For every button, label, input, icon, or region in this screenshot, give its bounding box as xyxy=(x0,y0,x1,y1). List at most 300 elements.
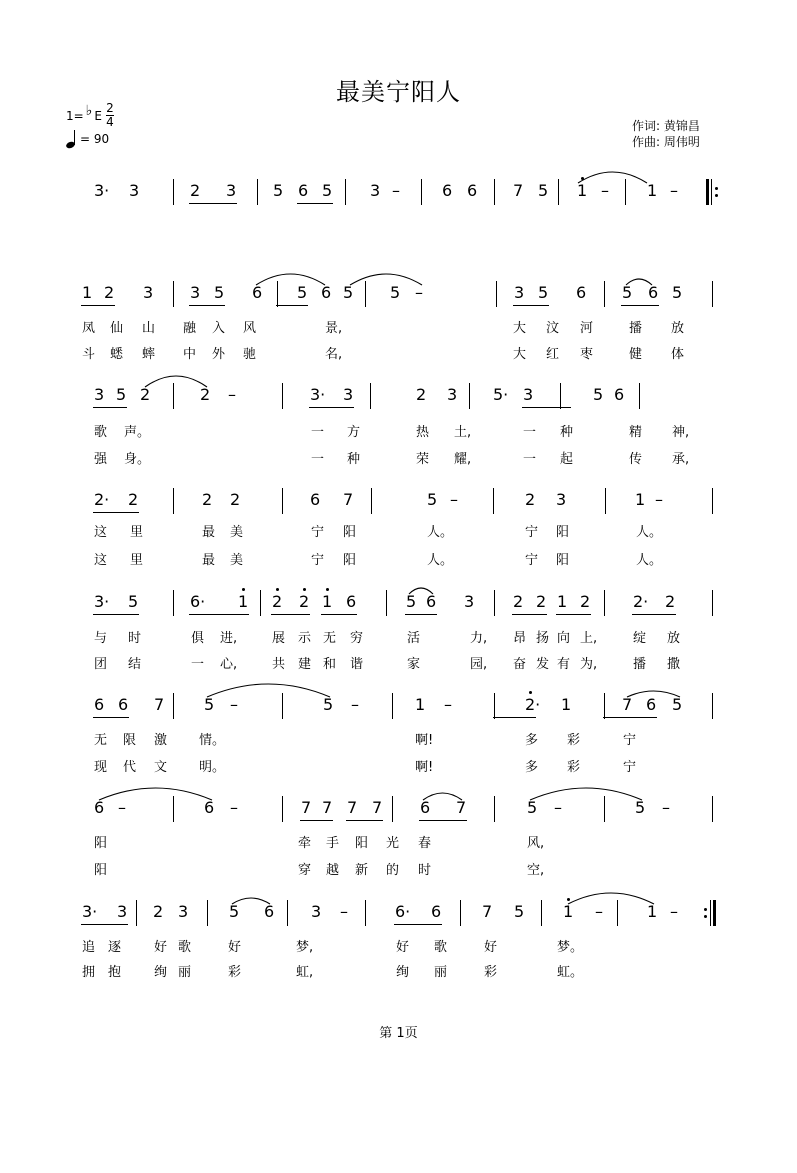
note-digit: 6 xyxy=(310,490,321,509)
barline xyxy=(493,488,494,514)
barline xyxy=(173,281,174,307)
lyric-syllable: 种 xyxy=(560,425,574,440)
lyric-syllable: 梦, xyxy=(296,940,314,955)
lyric-syllable: 情。 xyxy=(199,733,226,748)
song-title: 最美宁阳人 xyxy=(336,78,461,106)
note-digit: 6 xyxy=(426,592,437,611)
lyric-syllable: 活 xyxy=(407,631,421,646)
lyric-syllable: 美 xyxy=(230,553,244,568)
barline xyxy=(604,281,605,307)
note-digit: 5 xyxy=(273,181,284,200)
note-digit: 2 xyxy=(416,385,427,404)
lyric-syllable: 彩 xyxy=(228,965,242,980)
note-digit: 3 xyxy=(523,385,534,404)
note-digit: 3 xyxy=(556,490,567,509)
beam-underline xyxy=(81,924,128,925)
barline xyxy=(494,693,495,719)
lyric-syllable: 结 xyxy=(128,657,142,672)
note-digit: 2 xyxy=(190,181,201,200)
note-digit: 1 xyxy=(557,592,568,611)
barline xyxy=(494,796,495,822)
lyric-syllable: 宁 xyxy=(525,553,539,568)
lyric-syllable: 的 xyxy=(386,863,400,878)
lyric-line-2 xyxy=(0,965,797,983)
barline xyxy=(282,383,283,409)
note-digit: 3 xyxy=(129,181,140,200)
lyric-syllable: 向 xyxy=(557,631,571,646)
barline xyxy=(541,900,542,926)
lyric-syllable: 精 xyxy=(629,425,643,440)
note-digit: 2· xyxy=(94,490,110,509)
note-digit: 5 xyxy=(514,902,525,921)
lyric-syllable: 发 xyxy=(536,657,550,672)
lyric-syllable: 力, xyxy=(470,631,488,646)
beam-underline xyxy=(556,614,591,615)
lyric-syllable: 风, xyxy=(527,836,545,851)
lyric-syllable: 一 xyxy=(523,452,537,467)
note-digit: 7 xyxy=(154,695,165,714)
key-prefix: 1= xyxy=(66,108,84,123)
lyric-syllable: 有 xyxy=(557,657,571,672)
barline xyxy=(282,693,283,719)
notation-row xyxy=(0,902,797,926)
lyric-syllable: 丽 xyxy=(178,965,192,980)
dash-extension: – xyxy=(118,798,126,817)
lyric-syllable: 为, xyxy=(580,657,598,672)
barline xyxy=(639,383,640,409)
lyric-syllable: 绚 xyxy=(154,965,168,980)
tempo-value: = 90 xyxy=(80,132,110,146)
beam-underline xyxy=(321,614,357,615)
note-digit: 3· xyxy=(94,592,110,611)
note-digit: 1 xyxy=(238,592,249,611)
lyric-syllable: 示 xyxy=(298,631,312,646)
lyric-line-2 xyxy=(0,760,797,778)
note-digit: 5 xyxy=(635,798,646,817)
note-digit: 2 xyxy=(200,385,211,404)
notation-row xyxy=(0,490,797,514)
lyric-syllable: 阳 xyxy=(556,525,570,540)
beam-underline xyxy=(93,512,139,513)
lyric-syllable: 进, xyxy=(220,631,238,646)
lyric-syllable: 身。 xyxy=(124,452,151,467)
credits xyxy=(632,118,700,150)
lyric-syllable: 播 xyxy=(629,321,643,336)
lyric-syllable: 荣 xyxy=(416,452,430,467)
beam-underline xyxy=(189,203,237,204)
barline xyxy=(260,590,261,616)
note-digit: 6 xyxy=(118,695,129,714)
barline xyxy=(173,693,174,719)
lyric-syllable: 限 xyxy=(123,733,137,748)
lyric-syllable: 人。 xyxy=(636,525,663,540)
lyric-syllable: 大 xyxy=(513,347,527,362)
lyric-syllable: 无 xyxy=(94,733,108,748)
note-digit: 5 xyxy=(323,695,334,714)
lyric-line-2 xyxy=(0,553,797,571)
lyric-syllable: 传 xyxy=(629,452,643,467)
quarter-note-icon xyxy=(66,130,76,148)
flat-icon: ♭ xyxy=(85,102,93,119)
lyric-syllable: 穷 xyxy=(350,631,364,646)
note-digit: 6 xyxy=(298,181,309,200)
lyric-syllable: 放 xyxy=(667,631,681,646)
note-digit: 3 xyxy=(311,902,322,921)
barline xyxy=(173,179,174,205)
lyric-syllable: 绚 xyxy=(396,965,410,980)
lyric-syllable: 放 xyxy=(671,321,685,336)
note-digit: 2· xyxy=(525,695,541,714)
note-digit: 5 xyxy=(538,181,549,200)
dash-extension: – xyxy=(662,798,670,817)
note-digit: 1 xyxy=(415,695,426,714)
barline xyxy=(712,281,713,307)
beam-underline xyxy=(513,305,549,306)
repeat-dots xyxy=(715,183,719,201)
octave-dot xyxy=(276,588,279,591)
lyric-syllable: 越 xyxy=(326,863,340,878)
note-digit: 6 xyxy=(576,283,587,302)
lyric-syllable: 绽 xyxy=(633,631,647,646)
lyric-syllable: 歌 xyxy=(434,940,448,955)
key-signature xyxy=(66,103,114,128)
note-digit: 3 xyxy=(514,283,525,302)
dash-extension: – xyxy=(595,902,603,921)
lyric-syllable: 里 xyxy=(130,553,144,568)
barline xyxy=(257,179,258,205)
note-digit: 2 xyxy=(513,592,524,611)
note-digit: 3 xyxy=(370,181,381,200)
note-digit: 7 xyxy=(372,798,383,817)
lyric-syllable: 彩 xyxy=(484,965,498,980)
lyric-syllable: 多 xyxy=(525,733,539,748)
note-digit: 5 xyxy=(116,385,127,404)
lyric-syllable: 明。 xyxy=(199,760,226,775)
lyric-syllable: 现 xyxy=(94,760,108,775)
lyric-syllable: 好 xyxy=(228,940,242,955)
octave-dot xyxy=(242,588,245,591)
beam-underline xyxy=(300,820,333,821)
lyric-syllable: 奋 xyxy=(513,657,527,672)
note-digit: 3 xyxy=(178,902,189,921)
lyric-line-2 xyxy=(0,347,797,365)
lyric-syllable: 神, xyxy=(672,425,690,440)
dash-extension: – xyxy=(230,695,238,714)
lyric-line-2 xyxy=(0,863,797,881)
barline xyxy=(365,281,366,307)
lyric-syllable: 共 xyxy=(272,657,286,672)
lyric-syllable: 起 xyxy=(560,452,574,467)
lyric-line-1 xyxy=(0,525,797,543)
note-digit: 2 xyxy=(153,902,164,921)
dash-extension: – xyxy=(415,283,423,302)
note-digit: 6· xyxy=(190,592,206,611)
note-digit: 3 xyxy=(464,592,475,611)
lyric-syllable: 好 xyxy=(484,940,498,955)
lyric-syllable: 春 xyxy=(418,836,432,851)
note-digit: 6 xyxy=(646,695,657,714)
note-digit: 3 xyxy=(343,385,354,404)
composer-credit: 作曲: 周伟明 xyxy=(632,135,700,149)
lyric-syllable: 一 xyxy=(311,425,325,440)
lyric-syllable: 耀, xyxy=(454,452,472,467)
lyric-syllable: 最 xyxy=(202,525,216,540)
barline xyxy=(173,590,174,616)
lyric-syllable: 上, xyxy=(580,631,598,646)
beam-underline xyxy=(346,820,383,821)
note-digit: 5 xyxy=(406,592,417,611)
note-digit: 7 xyxy=(622,695,633,714)
lyric-syllable: 斗 xyxy=(82,347,96,362)
beam-underline xyxy=(512,614,547,615)
lyric-syllable: 与 xyxy=(94,631,108,646)
lyric-syllable: 彩 xyxy=(567,760,581,775)
note-digit: 6 xyxy=(420,798,431,817)
lyric-syllable: 方 xyxy=(347,425,361,440)
barline xyxy=(605,488,606,514)
note-digit: 5 xyxy=(343,283,354,302)
note-digit: 3 xyxy=(190,283,201,302)
dash-extension: – xyxy=(340,902,348,921)
lyric-syllable: 山 xyxy=(142,321,156,336)
beam-underline xyxy=(632,614,676,615)
lyric-syllable: 仙 xyxy=(110,321,124,336)
note-digit: 2 xyxy=(665,592,676,611)
lyric-syllable: 人。 xyxy=(427,553,454,568)
barline xyxy=(392,693,393,719)
note-digit: 2 xyxy=(230,490,241,509)
barline xyxy=(712,590,713,616)
note-digit: 1 xyxy=(647,181,658,200)
dash-extension: – xyxy=(230,798,238,817)
notation-row xyxy=(0,695,797,719)
lyric-syllable: 时 xyxy=(128,631,142,646)
beam-underline xyxy=(419,820,467,821)
note-digit: 6 xyxy=(321,283,332,302)
lyric-syllable: 河 xyxy=(580,321,594,336)
lyric-syllable: 手 xyxy=(326,836,340,851)
octave-dot xyxy=(529,691,532,694)
lyric-syllable: 多 xyxy=(525,760,539,775)
lyric-syllable: 美 xyxy=(230,525,244,540)
barline xyxy=(712,796,713,822)
notation-row xyxy=(0,592,797,616)
note-digit: 3· xyxy=(82,902,98,921)
lyric-syllable: 扬 xyxy=(536,631,550,646)
beam-underline xyxy=(493,717,536,718)
lyric-syllable: 一 xyxy=(191,657,205,672)
lyric-syllable: 中 xyxy=(183,347,197,362)
note-digit: 5 xyxy=(204,695,215,714)
lyric-syllable: 人。 xyxy=(636,553,663,568)
lyric-syllable: 代 xyxy=(123,760,137,775)
barline xyxy=(345,179,346,205)
lyric-syllable: 文 xyxy=(154,760,168,775)
lyric-syllable: 名, xyxy=(325,347,343,362)
lyric-syllable: 阳 xyxy=(343,525,357,540)
beam-underline xyxy=(189,614,249,615)
lyric-syllable: 宁 xyxy=(623,733,637,748)
note-digit: 2 xyxy=(536,592,547,611)
lyric-syllable: 土, xyxy=(454,425,472,440)
note-digit: 5 xyxy=(672,283,683,302)
lyric-line-1 xyxy=(0,631,797,649)
dash-extension: – xyxy=(351,695,359,714)
lyric-syllable: 阳 xyxy=(556,553,570,568)
lyric-syllable: 红 xyxy=(546,347,560,362)
note-digit: 6· xyxy=(395,902,411,921)
lyric-syllable: 和 xyxy=(323,657,337,672)
lyric-syllable: 建 xyxy=(298,657,312,672)
lyric-syllable: 人。 xyxy=(427,525,454,540)
dash-extension: – xyxy=(444,695,452,714)
lyric-syllable: 阳 xyxy=(355,836,369,851)
note-digit: 7 xyxy=(301,798,312,817)
barline xyxy=(604,590,605,616)
lyricist-credit: 作词: 黄锦昌 xyxy=(632,119,700,133)
barline xyxy=(282,796,283,822)
note-digit: 2· xyxy=(633,592,649,611)
barline xyxy=(460,900,461,926)
beam-underline xyxy=(271,614,310,615)
dash-extension: – xyxy=(670,902,678,921)
dash-extension: – xyxy=(601,181,609,200)
page-number: 第 1页 xyxy=(379,1026,418,1041)
lyric-syllable: 激 xyxy=(154,733,168,748)
note-digit: 7 xyxy=(482,902,493,921)
beam-underline xyxy=(276,305,308,306)
note-digit: 3 xyxy=(94,385,105,404)
notation-row xyxy=(0,283,797,307)
dash-extension: – xyxy=(670,181,678,200)
lyric-syllable: 好 xyxy=(396,940,410,955)
beam-underline xyxy=(93,407,127,408)
barline xyxy=(386,590,387,616)
note-digit: 2 xyxy=(202,490,213,509)
lyric-syllable: 俱 xyxy=(191,631,205,646)
barline xyxy=(617,900,618,926)
octave-dot xyxy=(303,588,306,591)
note-digit: 7 xyxy=(343,490,354,509)
barline xyxy=(712,693,713,719)
key-letter: E xyxy=(94,108,102,123)
lyric-syllable: 宁 xyxy=(525,525,539,540)
note-digit: 6 xyxy=(614,385,625,404)
note-digit: 5 xyxy=(593,385,604,404)
note-digit: 3 xyxy=(226,181,237,200)
time-signature xyxy=(106,103,114,128)
beam-underline xyxy=(81,305,115,306)
lyric-syllable: 心, xyxy=(220,657,238,672)
lyric-syllable: 光 xyxy=(386,836,400,851)
lyric-syllable: 阳 xyxy=(94,836,108,851)
beam-underline xyxy=(394,924,442,925)
lyric-syllable: 啊! xyxy=(415,760,434,775)
lyric-syllable: 穿 xyxy=(298,863,312,878)
lyric-syllable: 牵 xyxy=(298,836,312,851)
lyric-syllable: 汶 xyxy=(546,321,560,336)
note-digit: 5 xyxy=(427,490,438,509)
barline xyxy=(469,383,470,409)
lyric-syllable: 一 xyxy=(311,452,325,467)
dash-extension: – xyxy=(554,798,562,817)
lyric-syllable: 播 xyxy=(633,657,647,672)
dash-extension: – xyxy=(655,490,663,509)
lyric-syllable: 蟋 xyxy=(110,347,124,362)
barline xyxy=(604,796,605,822)
barline xyxy=(494,179,495,205)
dash-extension: – xyxy=(450,490,458,509)
time-top: 2 xyxy=(106,101,114,115)
note-digit: 6 xyxy=(94,695,105,714)
note-digit: 2 xyxy=(104,283,115,302)
barline xyxy=(207,900,208,926)
barline xyxy=(136,900,137,926)
note-digit: 1 xyxy=(635,490,646,509)
lyric-syllable: 种 xyxy=(347,452,361,467)
note-digit: 7 xyxy=(322,798,333,817)
note-digit: 5 xyxy=(214,283,225,302)
lyric-syllable: 园, xyxy=(470,657,488,672)
note-digit: 7 xyxy=(347,798,358,817)
lyric-syllable: 凤 xyxy=(82,321,96,336)
dash-extension: – xyxy=(228,385,236,404)
barline xyxy=(604,693,605,719)
note-digit: 1 xyxy=(647,902,658,921)
beam-underline xyxy=(189,305,225,306)
lyric-line-1 xyxy=(0,940,797,958)
lyric-line-1 xyxy=(0,321,797,339)
octave-dot xyxy=(581,177,584,180)
note-digit: 2 xyxy=(272,592,283,611)
lyric-syllable: 强 xyxy=(94,452,108,467)
lyric-syllable: 歌 xyxy=(94,425,108,440)
lyric-syllable: 这 xyxy=(94,525,108,540)
lyric-syllable: 抱 xyxy=(108,965,122,980)
lyric-line-1 xyxy=(0,733,797,751)
lyric-syllable: 彩 xyxy=(567,733,581,748)
note-digit: 5 xyxy=(128,592,139,611)
lyric-syllable: 宁 xyxy=(311,525,325,540)
note-digit: 7 xyxy=(456,798,467,817)
lyric-syllable: 融 xyxy=(183,321,197,336)
note-digit: 5 xyxy=(672,695,683,714)
repeat-barline xyxy=(706,179,709,205)
beam-underline xyxy=(309,407,354,408)
note-digit: 3 xyxy=(143,283,154,302)
lyric-syllable: 新 xyxy=(355,863,369,878)
note-digit: 5 xyxy=(527,798,538,817)
barline xyxy=(560,383,561,409)
note-digit: 1 xyxy=(322,592,333,611)
note-digit: 6 xyxy=(648,283,659,302)
lyric-syllable: 外 xyxy=(212,347,226,362)
note-digit: 7 xyxy=(513,181,524,200)
octave-dot xyxy=(326,588,329,591)
barline xyxy=(371,488,372,514)
lyric-syllable: 这 xyxy=(94,553,108,568)
notation-row xyxy=(0,181,797,205)
note-digit: 1 xyxy=(577,181,588,200)
lyric-syllable: 无 xyxy=(323,631,337,646)
beam-underline xyxy=(93,717,129,718)
lyric-syllable: 一 xyxy=(523,425,537,440)
lyric-syllable: 宁 xyxy=(623,760,637,775)
lyric-syllable: 丽 xyxy=(434,965,448,980)
barline xyxy=(365,900,366,926)
lyric-line-2 xyxy=(0,657,797,675)
lyric-syllable: 大 xyxy=(513,321,527,336)
